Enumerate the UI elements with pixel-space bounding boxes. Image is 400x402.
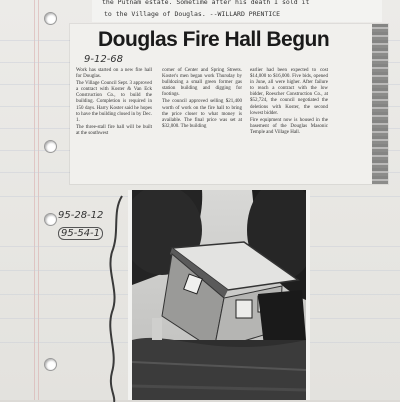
paragraph: The Village Council Sept. 3 approved a contract with Koster & Van Eck Construction Co., to build the building. Completion is required in 150 days. Harry Koster said he hopes to have the building closed in by Dec. 1. — [76, 81, 152, 123]
fire-hall-photo — [128, 190, 310, 400]
binder-hole — [44, 140, 57, 153]
article-column-3 — [250, 68, 328, 137]
binder-hole — [44, 12, 57, 25]
binder-hole — [44, 213, 57, 226]
margin-line — [34, 0, 35, 400]
paragraph: earlier had been expected to cost $14,000 to $16,000. Five bids, opened in June, all were higher. After failure to reach a contract with the low bidder, Roescher Construction Co., at $52,724, the council negotiated the deletions with Koster, the second lowest bidder. — [250, 68, 328, 116]
previous-clipping-strip — [92, 0, 382, 22]
paragraph: Fire equipment now is housed in the basement of the Douglas Masonic Temple and Village Hall. — [250, 117, 328, 135]
margin-line — [38, 0, 39, 400]
paragraph: Work has started on a new fire hall for Douglas. — [76, 68, 152, 80]
handwritten-date: 9-12-68 — [84, 54, 124, 65]
paragraph: The three-stall fire hall will be built at the southwest — [76, 124, 152, 136]
article-column-1 — [76, 68, 152, 138]
headline: Douglas Fire Hall Begun — [98, 28, 330, 51]
paragraph: The council approved selling $21,400 worth of work on the fire hall to bring the price closer to what money is available. The final price was set at $32,000. The building — [162, 99, 242, 129]
catalog-number-1: 95-28-12 — [58, 210, 104, 221]
catalog-number-2-text: 95-54-1 — [58, 227, 103, 240]
torn-edge — [372, 24, 388, 184]
binder-hole — [44, 358, 57, 371]
catalog-number-2 — [58, 228, 103, 239]
newspaper-clipping — [70, 24, 388, 184]
strip-line-2: to the Village of Douglas. --WILLARD PRENTICE — [104, 10, 281, 18]
paragraph: corner of Center and Spring Streets. Koster's men began work Thursday by bulldozing a small green former gas station building and digging for footings. — [162, 68, 242, 98]
hand-drawn-bracket — [104, 192, 128, 402]
article-column-2 — [162, 68, 242, 131]
strip-line-1: the Putnam estate. Sometime after his death I sold it — [102, 0, 310, 6]
